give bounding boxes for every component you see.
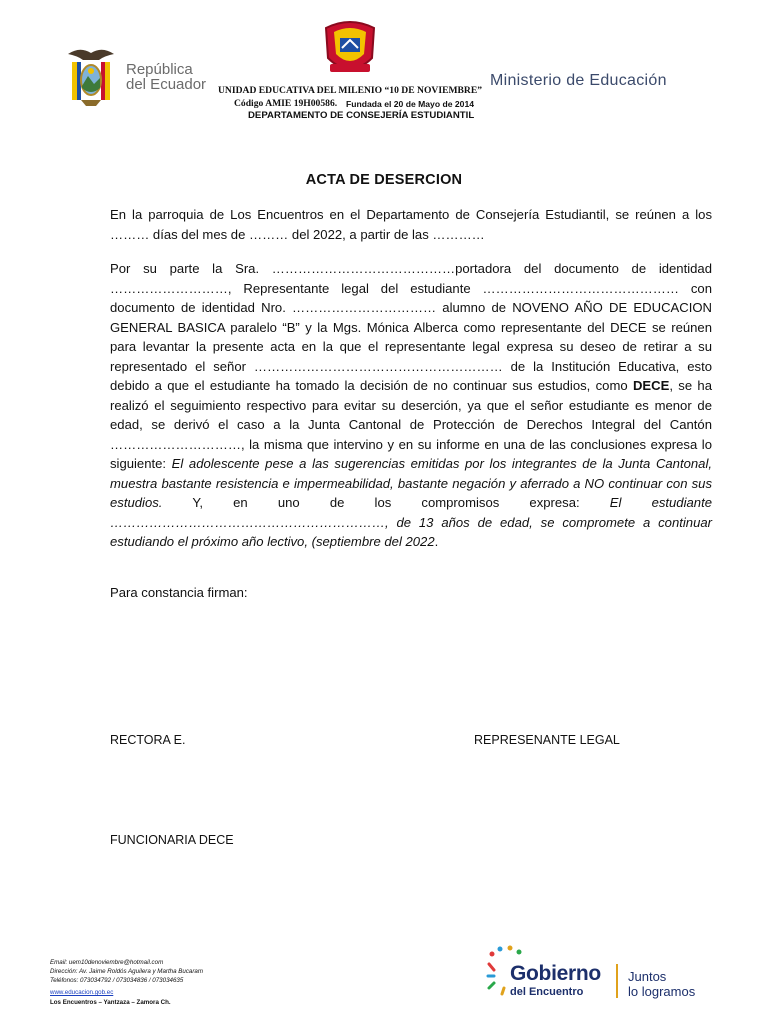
republic-name-line1: República xyxy=(126,61,193,78)
student-commitment-quote: El estudiante ………………………………………………………, de 13 años de edad, se compromete a continuar estudiando el próximo año lectivo, (septiembre del 2022 xyxy=(110,495,712,549)
footer-phones: Teléfonos: 073034792 / 073034836 / 073034635 xyxy=(50,977,184,984)
signature-dece: FUNCIONARIA DECE xyxy=(110,833,234,847)
opening-paragraph: En la parroquia de Los Encuentros en el Departamento de Consejería Estudiantil, se reúnen a los ……… días del mes de ……… del 2022, a partir de las ………… xyxy=(110,207,712,242)
footer-address: Dirección: Av. Jaime Roldós Aguilera y Martha Bucaram xyxy=(50,968,204,975)
closing-statement: Para constancia firman: xyxy=(110,585,248,600)
main-paragraph: Por su parte la Sra. ……………………………………portadora del documento de identidad ………………………, Representante legal del estudiante ……………………………………… con documento de identidad Nro. …………………………… alumno de NOVENO AÑO DE EDUCACION GENERAL BASICA paralelo “B” y la Mgs. Mónica Alberca como representante del DECE se reúnen para levantar la presente acta en la que el representante legal expresa su deseo de retirar a su representado el señor ………………………………………………… de la Institución Educativa, esto debido a que el estudiante ha tomado la decisión de no continuar sus estudios, como DECE, se ha realizó el seguimiento respectivo para evitar su deserción, ya que el señor estudiante es menor de edad, se derivó el caso a la Junta Cantonal de Protección de Derechos Integral del Cantón …………………………, la misma que intervino y en su informe en una de las conclusiones expresa lo siguiente: El adolescente pese a las sugerencias emitidas por los integrantes de la Junta Cantonal, muestra bastante resistencia e impermeabilidad, bastante negación y aferrado a NO continuar con sus estudios. Y, en uno de los compromisos expresa: El estudiante ………………………………………………………, de 13 años de edad, se compromete a continuar estudiando el próximo año lectivo, (septiembre del 2022. xyxy=(110,261,712,549)
school-name: UNIDAD EDUCATIVA DEL MILENIO “10 DE NOVIEMBRE” xyxy=(218,85,483,96)
slogan-line2: lo logramos xyxy=(628,984,696,999)
gobierno-brand-name: Gobierno xyxy=(510,962,601,985)
brand-divider xyxy=(616,964,618,998)
signature-legal-representative: REPRESENANTE LEGAL xyxy=(474,733,620,747)
footer-email: Email: uem10denoviembre@hotmail.com xyxy=(50,959,164,966)
footer-website-link[interactable]: www.educacion.gob.ec xyxy=(50,989,114,996)
ecuador-coat-of-arms-icon xyxy=(66,44,116,108)
gobierno-brand-subtitle: del Encuentro xyxy=(510,986,584,998)
document-title: ACTA DE DESERCION xyxy=(305,172,463,188)
footer-location: Los Encuentros – Yantzaza – Zamora Ch. xyxy=(50,999,171,1006)
school-crest-icon xyxy=(320,18,380,80)
slogan-line1: Juntos xyxy=(628,969,667,984)
ministry-name: Ministerio de Educación xyxy=(490,72,667,89)
amie-code: Código AMIE 19H00586. xyxy=(234,98,338,109)
founded-date: Fundada el 20 de Mayo de 2014 xyxy=(346,99,474,109)
republic-name-line2: del Ecuador xyxy=(126,76,207,93)
signature-rectora: RECTORA E. xyxy=(110,733,186,747)
dece-emphasis: DECE xyxy=(632,378,670,393)
junta-conclusion-quote: El adolescente pese a las sugerencias emitidas por los integrantes de la Junta Cantonal, muestra bastante resistencia e impermeabilidad, bastante negación y aferrado a NO continuar con sus estudios. xyxy=(110,456,712,510)
department-name: DEPARTAMENTO DE CONSEJERÍA ESTUDIANTIL xyxy=(248,110,475,121)
